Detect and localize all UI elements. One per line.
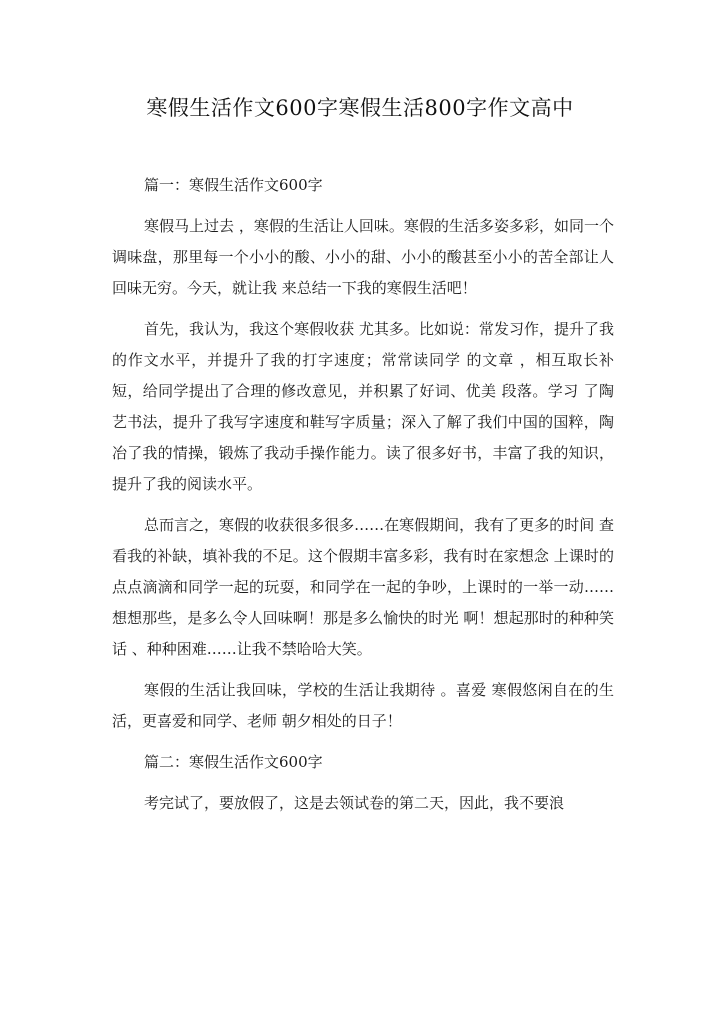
document-title: 寒假生活作文600字寒假生活800字作文高中 [146, 96, 574, 120]
section-heading: 篇一：寒假生活作文600字 [144, 176, 323, 194]
document-body [112, 170, 614, 829]
section-heading: 篇二：寒假生活作文600字 [144, 753, 323, 771]
paragraph: 寒假马上过去 ，寒假的生活让人回味。寒假的生活多姿多彩，如同一个调味盘，那里每一个小小的酸、小小的甜、小小的酸甚至小小的苦全部让人回味无穷。今天，就让我 来总结一下我的寒假生活吧！ [112, 217, 614, 297]
paragraph: 首先，我认为，我这个寒假收获 尤其多。比如说：常发习作，提升了我的作文水平，并提升了我的打字速度；常常读同学 的文章 ，相互取长补短，给同学提出了合理的修改意见，并积累了好词、优美 段落。学习 了陶艺书法，提升了我写字速度和鞋写字质量；深入了解了我们中国的国粹，陶冶了我的情操，锻炼了我动手操作能力。读了很多好书，丰富了我的知识，提升了我的阅读水平。 [112, 320, 614, 493]
paragraph: 寒假的生活让我回味，学校的生活让我期待 。喜爱 寒假悠闲自在的生活，更喜爱和同学、老师 朝夕相处的日子！ [112, 681, 614, 730]
paragraph: 考完试了，要放假了，这是去领试卷的第二天，因此，我不要浪 [144, 794, 565, 812]
paragraph: 总而言之，寒假的收获很多很多……在寒假期间，我有了更多的时间 查看我的补缺，填补我的不足。这个假期丰富多彩，我有时在家想念 上课时的点点滴滴和同学一起的玩耍，和同学在一起的争吵，上课时的一举一动……想想那些，是多么令人回味啊！那是多么愉快的时光 啊！想起那时的种种笑话 、种种困难……让我不禁哈哈大笑。 [112, 516, 614, 658]
